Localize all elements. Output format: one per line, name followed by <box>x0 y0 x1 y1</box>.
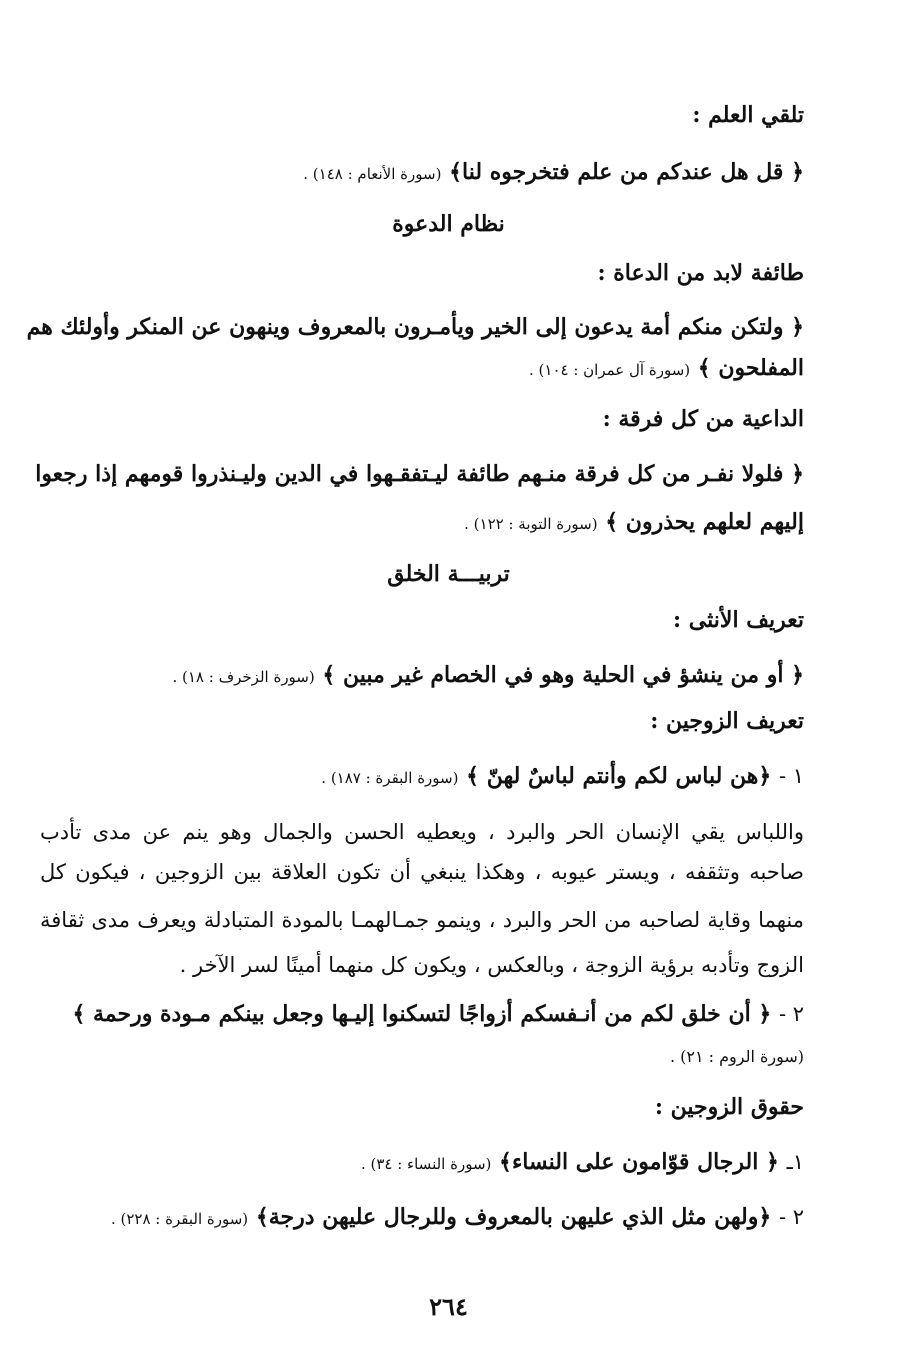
verse-line <box>464 511 804 533</box>
item-number: ١ـ <box>786 1150 804 1174</box>
verse-reference: (سورة النساء : ٣٤) . <box>360 1155 492 1173</box>
verse-reference: (سورة الزخرف : ١٨) . <box>172 668 315 686</box>
verse-text: ﴿ قل هل عندكم من علم فتخرجوه لنا﴾ <box>449 159 804 185</box>
verse-text: المفلحون ﴾ <box>697 355 804 381</box>
item-number: ١ - <box>778 764 804 788</box>
verse-reference: (سورة الروم : ٢١) . <box>669 1047 804 1066</box>
verse-reference: (سورة التوبة : ١٢٢) . <box>464 515 598 533</box>
verse-line: ﴿ فلولا نفـر من كل فرقة منـهم طائفة ليـتفقـهوا في الدين وليـنذروا قومهم إذا رجعوا <box>35 461 804 487</box>
verse-line <box>361 1151 804 1173</box>
heading-call-system: نظام الدعوة <box>392 211 505 237</box>
item-number: ٢ - <box>778 1002 804 1026</box>
verse-line <box>321 765 804 787</box>
verse-reference: (سورة البقرة : ١٨٧) . <box>321 769 459 787</box>
paragraph-line: الزوج وتأدبه برؤية الزوجة ، وبالعكس ، ويكون كل منهما أمينًا لسر الآخر . <box>179 953 804 977</box>
verse-line <box>529 357 804 379</box>
heading-female-definition: تعريف الأنثى : <box>673 607 804 633</box>
paragraph-line: منهما وقاية لصاحبه من الحر والبرد ، وينمو جمـالهمـا بالمودة المتبادلة ويعرف مدى ثقافة <box>40 908 804 932</box>
verse-reference: (سورة البقرة : ٢٢٨) . <box>110 1210 249 1228</box>
heading-caller-from-each-group: الداعية من كل فرقة : <box>602 406 804 432</box>
verse-line: ﴿ ولتكن منكم أمة يدعون إلى الخير ويأمـرون بالمعروف وينهون عن المنكر وأولئك هم <box>26 314 804 340</box>
heading-receiving-knowledge: تلقي العلم : <box>692 102 804 128</box>
verse-text: ﴿ أو من ينشؤ في الحلية وهو في الخصام غير مبين ﴾ <box>322 662 804 688</box>
paragraph-line: صاحبه وتثقفه ، ويستر عيوبه ، وهكذا ينبغي أن تكون العلاقة بين الزوجين ، فيكون كل <box>40 860 804 884</box>
verse-text: ﴿ الرجال قوّامون على النساء﴾ <box>499 1149 779 1175</box>
page-number: ٢٦٤ <box>429 1292 468 1321</box>
heading-spouses-rights: حقوق الزوجين : <box>654 1094 804 1120</box>
verse-text: ﴿هن لباس لكم وأنتم لباسٌ لهنّ ﴾ <box>466 763 772 789</box>
verse-reference: (سورة الأنعام : ١٤٨) . <box>303 165 442 183</box>
verse-line <box>111 1206 804 1228</box>
item-number: ٢ - <box>778 1205 804 1229</box>
verse-text: ﴿ولهن مثل الذي عليهن بالمعروف وللرجال عليهن درجة﴾ <box>255 1204 772 1230</box>
verse-text: إليهم لعلهم يحذرون ﴾ <box>605 509 804 535</box>
verse-line <box>72 1003 804 1025</box>
heading-spouses-definition: تعريف الزوجين : <box>650 708 804 734</box>
heading-character-education: تربيـــة الخلق <box>387 561 510 587</box>
verse-text: ﴿ أن خلق لكم من أنـفسكم أزواجًا لتسكنوا إليـها وجعل بينكم مـودة ورحمة ﴾ <box>72 1001 772 1027</box>
heading-group-of-callers: طائفة لابد من الدعاة : <box>597 260 804 286</box>
paragraph-line: واللباس يقي الإنسان الحر والبرد ، ويعطيه الحسن والجمال وهو ينم عن مدى تأدب <box>40 820 804 844</box>
verse-line <box>172 664 804 686</box>
verse-reference: (سورة آل عمران : ١٠٤) . <box>529 361 691 379</box>
verse-line <box>303 161 804 183</box>
